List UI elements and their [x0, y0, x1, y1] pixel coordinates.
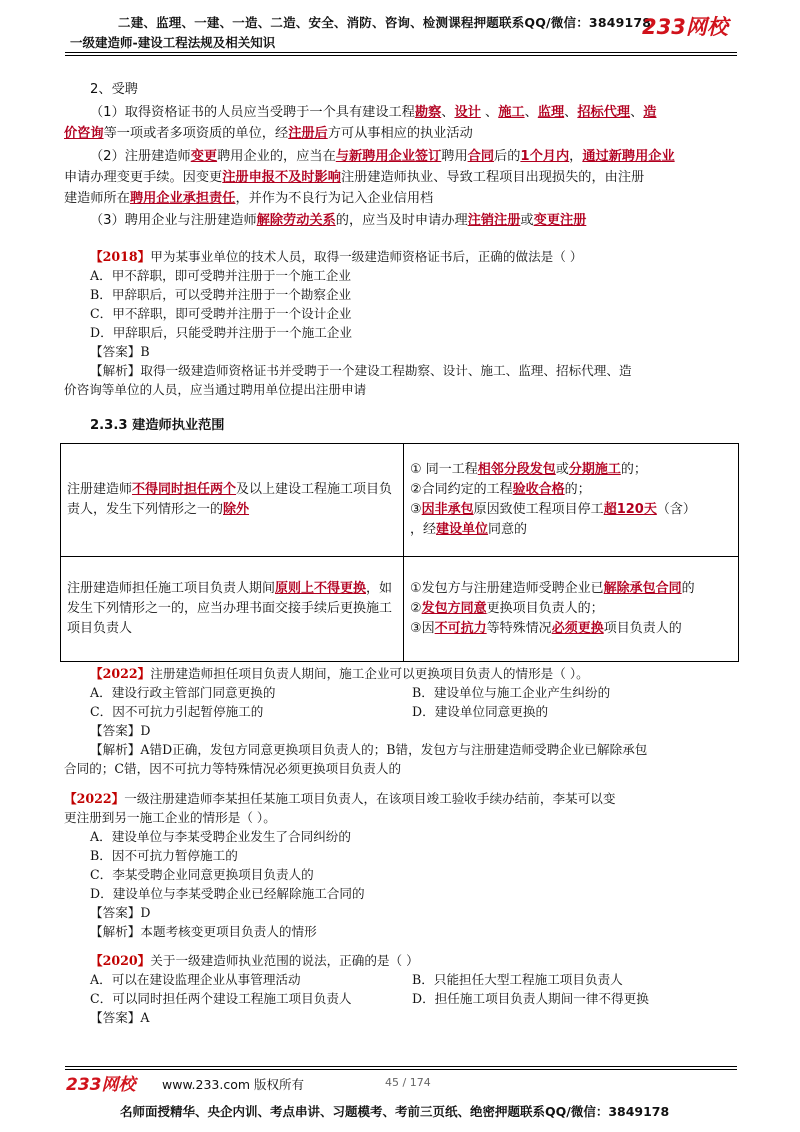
footer-rule-thin [65, 1069, 737, 1070]
paragraph-2-cont: 申请办理变更手续。因变更注册申报不及时影响注册建造师执业、导致工程项目出现损失的，由注册 [64, 170, 645, 185]
question-2018-option-b: B．甲辞职后，可以受聘并注册于一个勘察企业 [90, 287, 352, 302]
question-2020-option-a: A．可以在建设监理企业从事管理活动 [90, 972, 301, 987]
paragraph-2: （2）注册建造师变更聘用企业的，应当在与新聘用企业签订聘用合同后的1个月内，通过新聘用企业 [90, 149, 675, 164]
question-2022b-option-c: C．李某受聘企业同意更换项目负责人的 [90, 867, 314, 882]
section-title: 2、受聘 [90, 82, 138, 97]
table-cell-exceptions-1: ① 同一工程相邻分段发包或分期施工的； ②合同约定的工程验收合格的； ③因非承包原因致使工程项目停工超120天（含） ，经建设单位同意的 [404, 444, 739, 557]
page-number: 45 / 174 [385, 1076, 431, 1089]
question-2022b-option-d: D．建设单位与李某受聘企业已经解除施工合同的 [90, 886, 365, 901]
question-2020-option-c: C．可以同时担任两个建设工程施工项目负责人 [90, 991, 352, 1006]
question-2018-analysis-cont: 价咨询等单位的人员，应当通过聘用单位提出注册申请 [64, 382, 367, 397]
table-row [61, 444, 739, 557]
question-2020-answer: 【答案】A [90, 1010, 150, 1025]
question-2022b-stem: 【2022】一级注册建造师李某担任某施工项目负责人，在该项目竣工验收手续办结前，李某可以变 [64, 791, 616, 806]
question-2022b-answer: 【答案】D [90, 905, 151, 920]
header-logo-text: 233网校 [642, 15, 728, 39]
table-cell-rule-1: 注册建造师不得同时担任两个及以上建设工程施工项目负责人，发生下列情形之一的除外 [61, 444, 404, 557]
question-2022a-option-c: C．因不可抗力引起暂停施工的 [90, 704, 264, 719]
question-2022a-analysis: 【解析】A错D正确，发包方同意更换项目负责人的；B错，发包方与注册建造师受聘企业已解除承包 [90, 742, 648, 757]
paragraph-1-cont: 价咨询等一项或者多项资质的单位，经注册后方可从事相应的执业活动 [64, 126, 473, 141]
header-rule-thin [65, 55, 737, 56]
header-subtitle: 一级建造师-建设工程法规及相关知识 [70, 35, 276, 50]
table-cell-rule-2: 注册建造师担任施工项目负责人期间原则上不得更换，如发生下列情形之一的，应当办理书面交接手续后更换施工项目负责人 [61, 557, 404, 662]
paragraph-1: （1）取得资格证书的人员应当受聘于一个具有建设工程勘察、设计 、施工、监理、招标代理、造 [90, 105, 657, 120]
question-2022a-analysis-cont: 合同的；C错，因不可抗力等特殊情况必须更换项目负责人的 [64, 761, 402, 776]
question-2022a-answer: 【答案】D [90, 723, 151, 738]
question-2020-stem: 【2020】关于一级建造师执业范围的说法，正确的是（ ） [90, 953, 419, 968]
table-cell-exceptions-2: ①发包方与注册建造师受聘企业已解除承包合同的 ②发包方同意更换项目负责人的； ③因不可抗力等特殊情况必须更换项目负责人的 [404, 557, 739, 662]
question-2022a-option-b: B．建设单位与施工企业产生纠纷的 [412, 685, 611, 700]
header-logo [640, 12, 750, 40]
footer-logo [65, 1072, 157, 1094]
footer-copyright: www.233.com 版权所有 [162, 1077, 304, 1092]
question-2018-analysis: 【解析】取得一级建造师资格证书并受聘于一个建设工程勘察、设计、施工、监理、招标代理、造 [90, 363, 632, 378]
paragraph-2-cont2: 建造师所在聘用企业承担责任，并作为不良行为记入企业信用档 [64, 191, 434, 206]
question-2022a-option-a: A．建设行政主管部门同意更换的 [90, 685, 276, 700]
question-2022a-option-d: D．建设单位同意更换的 [412, 704, 549, 719]
question-2018-answer: 【答案】B [90, 344, 150, 359]
footer-logo-text: 233网校 [66, 1075, 136, 1094]
question-2022b-analysis: 【解析】本题考核变更项目负责人的情形 [90, 924, 317, 939]
question-2018-stem: 【2018】甲为某事业单位的技术人员，取得一级建造师资格证书后，正确的做法是（ ） [90, 249, 583, 264]
section-2-3-3-title: 2.3.3 建造师执业范围 [90, 418, 225, 433]
table-row [61, 557, 739, 662]
practice-scope-table [60, 443, 739, 662]
question-2018-option-c: C．甲不辞职，即可受聘并注册于一个设计企业 [90, 306, 352, 321]
footer-rule [65, 1066, 737, 1067]
header-rule [65, 52, 737, 53]
question-2022a-stem: 【2022】注册建造师担任项目负责人期间，施工企业可以更换项目负责人的情形是（ ）。 [90, 666, 589, 681]
question-2018-option-d: D．甲辞职后，只能受聘并注册于一个施工企业 [90, 325, 352, 340]
question-2020-option-d: D．担任施工项目负责人期间一律不得更换 [412, 991, 649, 1006]
question-2018-option-a: A．甲不辞职，即可受聘并注册于一个施工企业 [90, 268, 351, 283]
paragraph-3: （3）聘用企业与注册建造师解除劳动关系的，应当及时申请办理注销注册或变更注册 [90, 213, 587, 228]
header-top-line: 二建、监理、一建、一造、二造、安全、消防、咨询、检测课程押题联系QQ/微信：3849178 [118, 15, 652, 30]
question-2022b-option-b: B．因不可抗力暂停施工的 [90, 848, 238, 863]
footer-promo: 名师面授精华、央企内训、考点串讲、习题模考、考前三页纸、绝密押题联系QQ/微信：3849178 [120, 1104, 670, 1119]
question-2022b-option-a: A．建设单位与李某受聘企业发生了合同纠纷的 [90, 829, 351, 844]
question-2020-option-b: B．只能担任大型工程施工项目负责人 [412, 972, 623, 987]
question-2022b-stem-cont: 更注册到另一施工企业的情形是（ ）。 [64, 810, 276, 825]
